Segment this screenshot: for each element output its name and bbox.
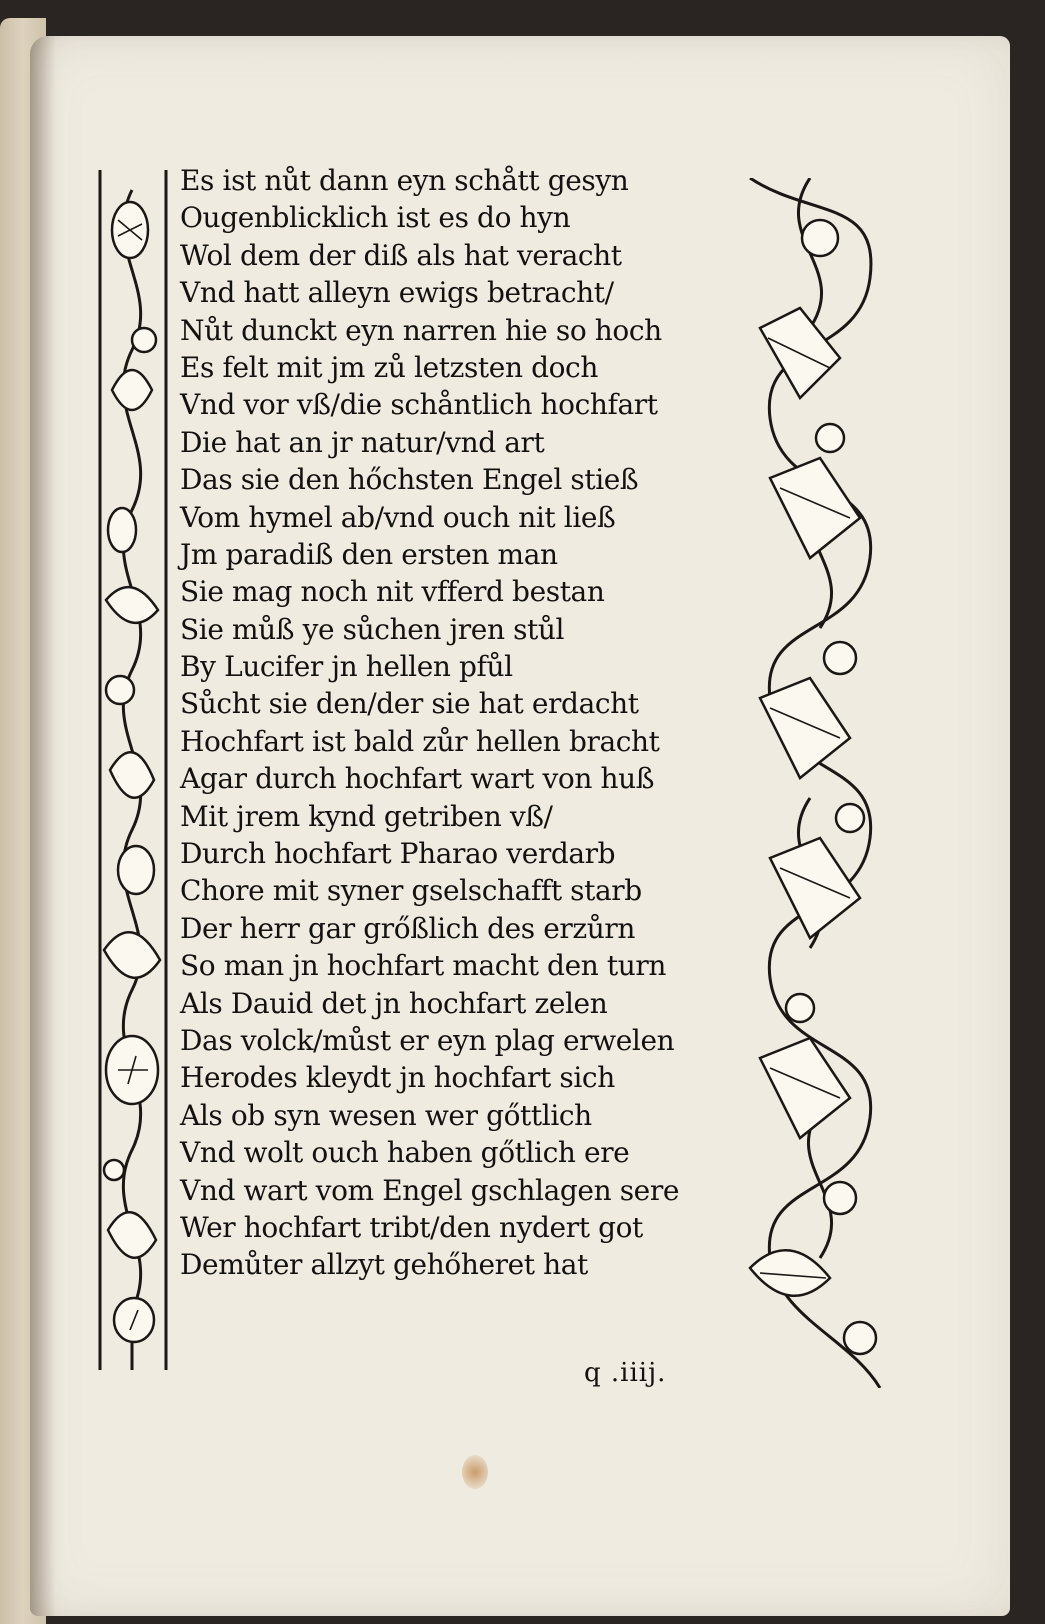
verse-line-19: Durch hochfart Pharao verdarb xyxy=(180,837,616,871)
verse-line-22: So man jn hochfart macht den turn xyxy=(180,949,666,983)
verse-line-12: Sie mag noch nit vfferd bestan xyxy=(180,575,605,609)
verse-line-6: Es felt mit jm zů letzsten doch xyxy=(180,350,598,384)
verse-line-15: Sůcht sie den/der sie hat erdacht xyxy=(180,687,639,721)
verse-line-21: Der herr gar grőßlich des erzůrn xyxy=(180,911,635,945)
verse-line-7: Vnd vor vß/die schåntlich hochfart xyxy=(180,388,658,422)
verse-line-10: Vom hymel ab/vnd ouch nit ließ xyxy=(180,500,616,534)
verse-text xyxy=(180,162,720,1284)
verse-line-8: Die hat an jr natur/vnd art xyxy=(180,425,545,459)
verse-line-30: Demůter allzyt gehőheret hat xyxy=(180,1248,588,1282)
verse-line-16: Hochfart ist bald zůr hellen bracht xyxy=(180,724,660,758)
verse-line-24: Das volck/můst er eyn plag erwelen xyxy=(180,1023,675,1057)
verse-line-18: Mit jrem kynd getriben vß/ xyxy=(180,799,553,833)
verse-line-23: Als Dauid det jn hochfart zelen xyxy=(180,986,608,1020)
page-gutter-shadow xyxy=(30,36,56,1616)
paper-stain xyxy=(462,1455,488,1489)
signature-mark: q .iiij. xyxy=(584,1358,667,1388)
verse-line-2: Ougenblicklich ist es do hyn xyxy=(180,201,571,235)
verse-line-25: Herodes kleydt jn hochfart sich xyxy=(180,1061,615,1095)
verse-line-29: Wer hochfart tribt/den nydert got xyxy=(180,1210,643,1244)
verse-line-5: Nůt dunckt eyn narren hie so hoch xyxy=(180,313,662,347)
left-floral-border xyxy=(92,170,174,1370)
verse-line-4: Vnd hatt alleyn ewigs betracht/ xyxy=(180,276,614,310)
verse-line-14: By Lucifer jn hellen pfůl xyxy=(180,650,513,684)
verse-line-13: Sie můß ye sůchen jren stůl xyxy=(180,612,565,646)
right-figurative-border xyxy=(730,178,896,1388)
verse-line-27: Vnd wolt ouch haben gőtlich ere xyxy=(180,1136,630,1170)
verse-line-1: Es ist nůt dann eyn schått gesyn xyxy=(180,164,629,197)
verse-line-3: Wol dem der diß als hat veracht xyxy=(180,238,622,272)
verse-line-28: Vnd wart vom Engel gschlagen sere xyxy=(180,1173,680,1207)
verse-line-9: Das sie den hőchsten Engel stieß xyxy=(180,463,639,497)
verse-line-11: Jm paradiß den ersten man xyxy=(180,537,558,571)
verse-line-26: Als ob syn wesen wer gőttlich xyxy=(180,1098,592,1132)
verse-line-20: Chore mit syner gselschafft starb xyxy=(180,874,642,908)
verse-line-17: Agar durch hochfart wart von huß xyxy=(180,762,655,796)
